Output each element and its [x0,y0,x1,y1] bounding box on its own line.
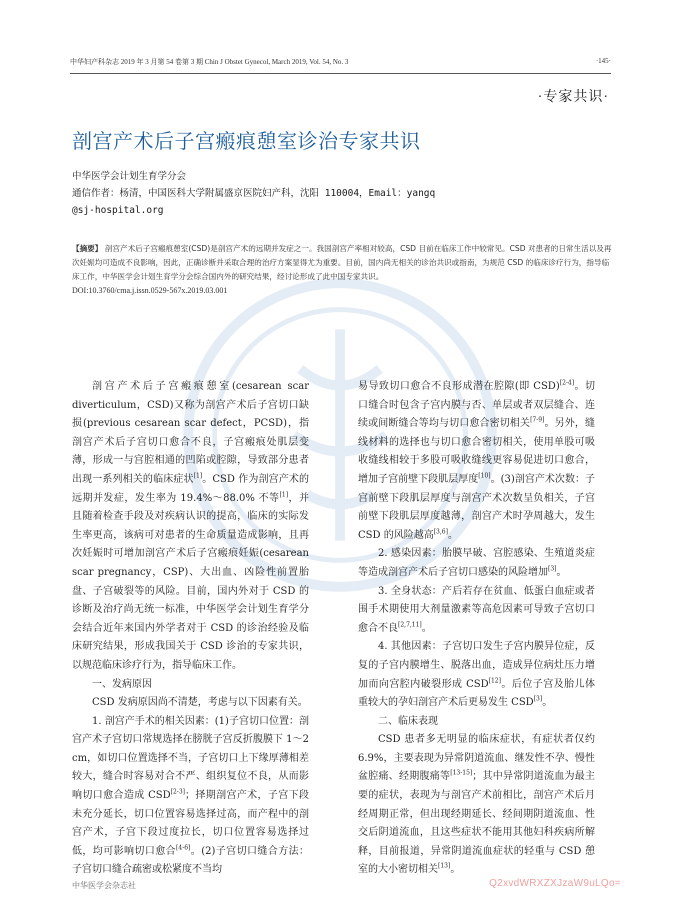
section-heading-clinical: 二、临床表现 [378,715,438,727]
citation: [4-6] [176,844,191,852]
abstract-body [72,242,612,284]
citation: [1] [193,472,203,480]
body-column-left [72,378,309,880]
doi-line: DOI:10.3760/cma.j.issn.0529-567x.2019.03.001 [72,286,228,295]
paragraph-clinical: CSD 患者多无明显的临床症状，有症状者仅约 6.9%，主要表现为异常阴道流血、继发性不孕、慢性盆腔痛、经期腹痛等[13-15]；其中异常阴道流血为最主要的症状，表现为与剖宫产术前相比，剖宫产术后月经周期正常，但出现经期延长、经间期阴道流血、性交后阴道流血，且这些症状不能用其他妇科疾病所解释，目前报道，异常阴道流血症状的轻重与 CSD 憩室的大小密切相关[13]。 [358,734,596,876]
article-title: 剖宫产术后子宫瘢痕憩室诊治专家共识 [72,129,421,153]
header-divider [70,73,611,74]
citation: [2-3] [170,788,185,796]
section-heading-causes: 一、发病原因 [92,678,152,690]
corresponding-author: 通信作者：杨清，中国医科大学附属盛京医院妇产科，沈阳 110004，Email：yangq [72,188,436,199]
abstract-text: 剖宫产术后子宫瘢痕憩室(CSD)是剖宫产术的远期并发症之一。我国剖宫产率相对较高，CSD 目前在临床工作中较常见。CSD 对患者的日常生活以及再次妊娠均可造成不良影响，因此，正确诊断并采取合理的治疗方案显得尤为重要。目前，国内尚无相关的诊治共识或指南，为规范 CSD 的临床诊疗行为，指导临床工作，中华医学会计划生育学分会综合国内外的研究结果，经讨论形成了此中国专家共识。 [72,244,612,281]
page-footer [72,880,621,894]
running-header [70,57,611,71]
watermark-code: Q2xvdWRXZXJzaW9uLQo= [489,878,621,889]
citation: [3] [548,565,557,573]
citation: [13] [438,863,451,871]
author-organization: 中华医学会计划生育学分会 [72,171,187,182]
citation: [7-9] [530,416,545,424]
paragraph-other-factors: 4. 其他因素：子宫切口发生子宫内膜异位症，反复的子宫内膜增生、脱落出血，造成异位病灶压力增加而向宫腔内破裂形成 CSD[12]。后位子宫及胎儿体重较大的孕妇剖宫产术后更易发生 CSD[3]。 [358,641,596,709]
column-label: ·专家共识· [537,90,609,105]
paragraph-causes-intro: CSD 发病原因尚不清楚，考虑与以下因素有关。 [92,697,308,709]
publisher-logo: 中华医学会杂志社 [72,881,136,890]
paragraph-intro: 剖宫产术后子宫瘢痕憩室(cesarean scar diverticulum，CSD)又称为剖宫产术后子宫切口缺损(previous cesarean scar defect，PCSD)，指剖宫产术后子宫切口愈合不良，子宫瘢痕处肌层变薄，形成一与宫腔相通的凹陷或腔隙，导致部分患者出现一系列相关的临床症状[1]。CSD 作为剖宫产术的远期并发症，发生率为 19.4%～88.0% 不等[1]，并且随着检查手段及对疾病认识的提高，临床的实际发生率更高，该病可对患者的生命质量造成影响，且再次妊娠时可增加剖宫产术后子宫瘢痕妊娠(cesarean scar pregnancy，CSP)、大出血、凶险性前置胎盘、子宫破裂等的风险。目前，国内外对于 CSD 的诊断及治疗尚无统一标准，中华医学会计划生育学分会结合近年来国内外学者对于 CSD 的诊治经验及临床研究结果，形成我国关于 CSD 诊治的专家共识，以规范临床诊疗行为，指导临床工作。 [72,381,310,671]
corresponding-email: @sj-hospital.org [72,205,164,216]
journal-citation: 中华妇产科杂志 2019 年 3 月第 54 卷第 3 期 Chin J Obstet Gynecol, March 2019, Vol. 54, No. 3 [70,58,349,66]
paragraph-infection: 2. 感染因素：胎膜早破、宫腔感染、生殖道炎症等造成剖宫产术后子宫切口感染的风险增加[3]。 [358,548,595,578]
paragraph-surgical-factors: 1. 剖宫产手术的相关因素：(1)子宫切口位置：剖宫产术子宫切口常规选择在膀胱子宫反折腹膜下 1～2 cm，如切口位置选择不当，子宫切口上下缘厚薄相差较大，缝合时容易对合不严、组织复位不良，从而影响切口愈合造成 CSD[2-3]；择期剖宫产术，子宫下段未充分延长，切口位置容易选择过高，而产程中的剖宫产术，子宫下段过度拉长，切口位置容易选择过低，均可影响切口愈合[4-6]。(2)子宫切口缝合方法：子宫切口缝合疏密或松紧度不当均 [72,715,310,876]
citation: [1] [279,491,289,499]
body-column-right [358,378,595,880]
paragraph-systemic: 3. 全身状态：产后若存在贫血、低蛋白血症或者围手术期使用大剂量激素等高危因素可导致子宫切口愈合不良[2,7,11]。 [358,585,595,634]
citation: [2-4] [559,379,575,387]
abstract-block [72,242,612,298]
citation: [3] [533,695,543,703]
paragraph-suture-continued: 易导致切口愈合不良形成潜在腔隙(即 CSD)[2-4]。切口缝合时包含子宫内膜与否、单层或者双层缝合、连续或间断缝合等均与切口愈合密切相关[7-9]。另外，缝线材料的选择也与切口愈合密切相关，使用单股可吸收缝线相较于多股可吸收缝线更容易促进切口愈合，增加子宫前壁下段肌层厚度[10]。(3)剖宫产术次数：子宫前壁下段肌层厚度与剖宫产术次数呈负相关，子宫前壁下段肌层厚度越薄，剖宫产术时孕周越大，发生 CSD 的风险越高[3,6]。 [358,379,596,541]
citation: [12] [488,677,501,685]
citation: [3,6] [433,528,448,536]
page-number: ·145· [595,57,611,65]
author-block [72,168,612,219]
citation: [10] [478,472,491,480]
citation: [13-15] [450,770,473,778]
citation: [2,7,11] [398,621,422,629]
abstract-label: 【摘要】 [72,244,103,253]
